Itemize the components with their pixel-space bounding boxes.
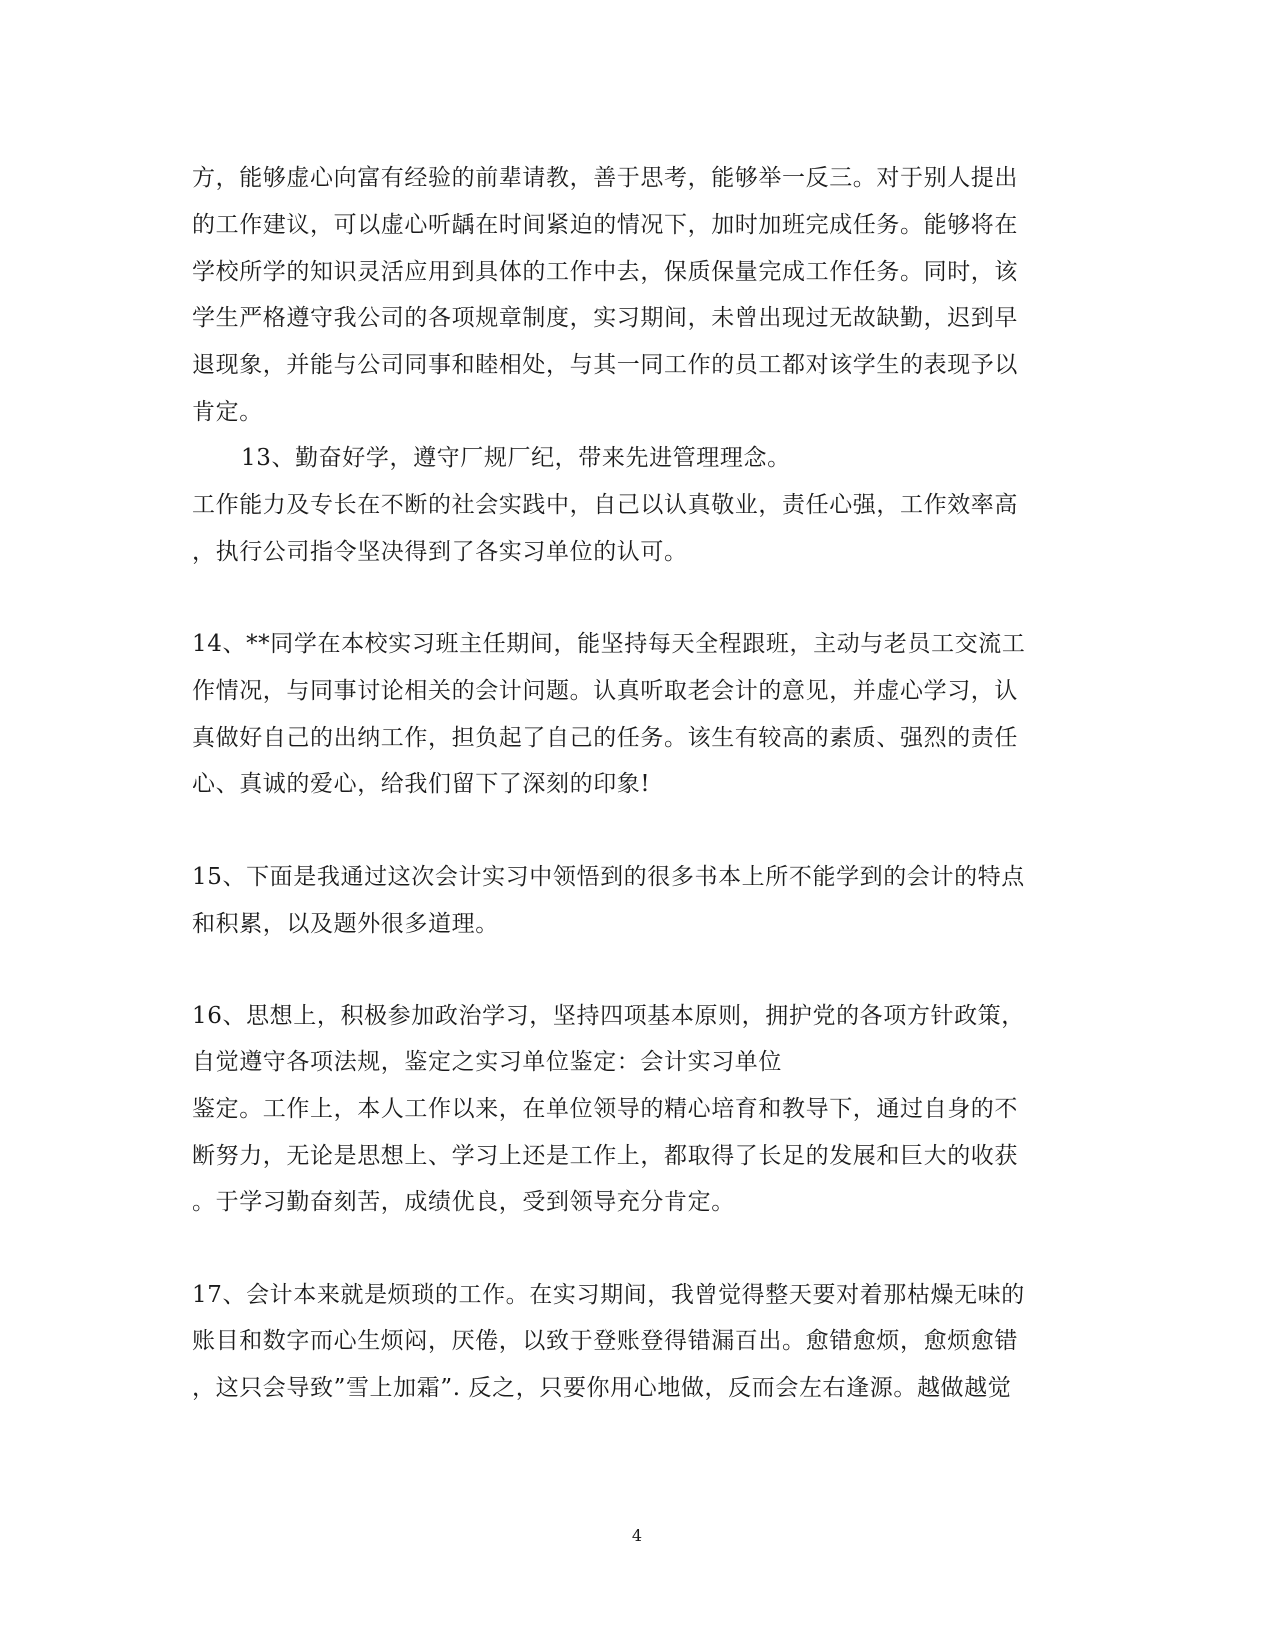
text-line: ，执行公司指令坚决得到了各实习单位的认可。 xyxy=(192,539,688,565)
item-15-line: 15、下面是我通过这次会计实习中领悟到的很多书本上所不能学到的会计的特点 xyxy=(192,864,1025,890)
text-line: 和积累，以及题外很多道理。 xyxy=(192,911,499,937)
text-line: 断努力，无论是思想上、学习上还是工作上，都取得了长足的发展和巨大的收获 xyxy=(192,1143,1018,1169)
text-line: 退现象，并能与公司同事和睦相处，与其一同工作的员工都对该学生的表现予以 xyxy=(192,352,1018,378)
text-line: 方，能够虚心向富有经验的前辈请教，善于思考，能够举一反三。对于别人提出 xyxy=(192,165,1018,191)
text-line: 鉴定。工作上，本人工作以来，在单位领导的精心培育和教导下，通过自身的不 xyxy=(192,1096,1018,1122)
text-line: 学生严格遵守我公司的各项规章制度，实习期间，未曾出现过无故缺勤，迟到早 xyxy=(192,305,1018,331)
item-17-line: 17、会计本来就是烦琐的工作。在实习期间，我曾觉得整天要对着那枯燥无味的 xyxy=(192,1282,1025,1308)
text-line: 心、真诚的爱心，给我们留下了深刻的印象! xyxy=(192,771,651,797)
item-14-line: 14、**同学在本校实习班主任期间，能坚持每天全程跟班，主动与老员工交流工 xyxy=(192,631,1026,657)
text-line: 工作能力及专长在不断的社会实践中，自己以认真敬业，责任心强，工作效率高 xyxy=(192,492,1018,518)
text-line: 账目和数字而心生烦闷，厌倦，以致于登账登得错漏百出。愈错愈烦，愈烦愈错 xyxy=(192,1328,1018,1354)
text-line: 学校所学的知识灵活应用到具体的工作中去，保质保量完成工作任务。同时，该 xyxy=(192,259,1018,285)
page-number: 4 xyxy=(631,1526,643,1545)
text-line: 的工作建议，可以虚心听龋在时间紧迫的情况下，加时加班完成任务。能够将在 xyxy=(192,212,1018,238)
text-line: 肯定。 xyxy=(192,399,263,425)
text-line: 真做好自己的出纳工作，担负起了自己的任务。该生有较高的素质、强烈的责任 xyxy=(192,725,1018,751)
text-line: 作情况，与同事讨论相关的会计问题。认真听取老会计的意见，并虚心学习，认 xyxy=(192,678,1018,704)
text-line: 自觉遵守各项法规，鉴定之实习单位鉴定：会计实习单位 xyxy=(192,1049,782,1075)
text-line: ，这只会导致”雪上加霜”. 反之，只要你用心地做，反而会左右逢源。越做越觉 xyxy=(192,1375,1012,1401)
text-line: 。于学习勤奋刻苦，成绩优良，受到领导充分肯定。 xyxy=(192,1189,735,1215)
item-16-line: 16、思想上，积极参加政治学习，坚持四项基本原则，拥护党的各项方针政策， xyxy=(192,1003,1025,1029)
item-heading-13: 13、勤奋好学，遵守厂规厂纪，带来先进管理理念。 xyxy=(241,445,791,471)
